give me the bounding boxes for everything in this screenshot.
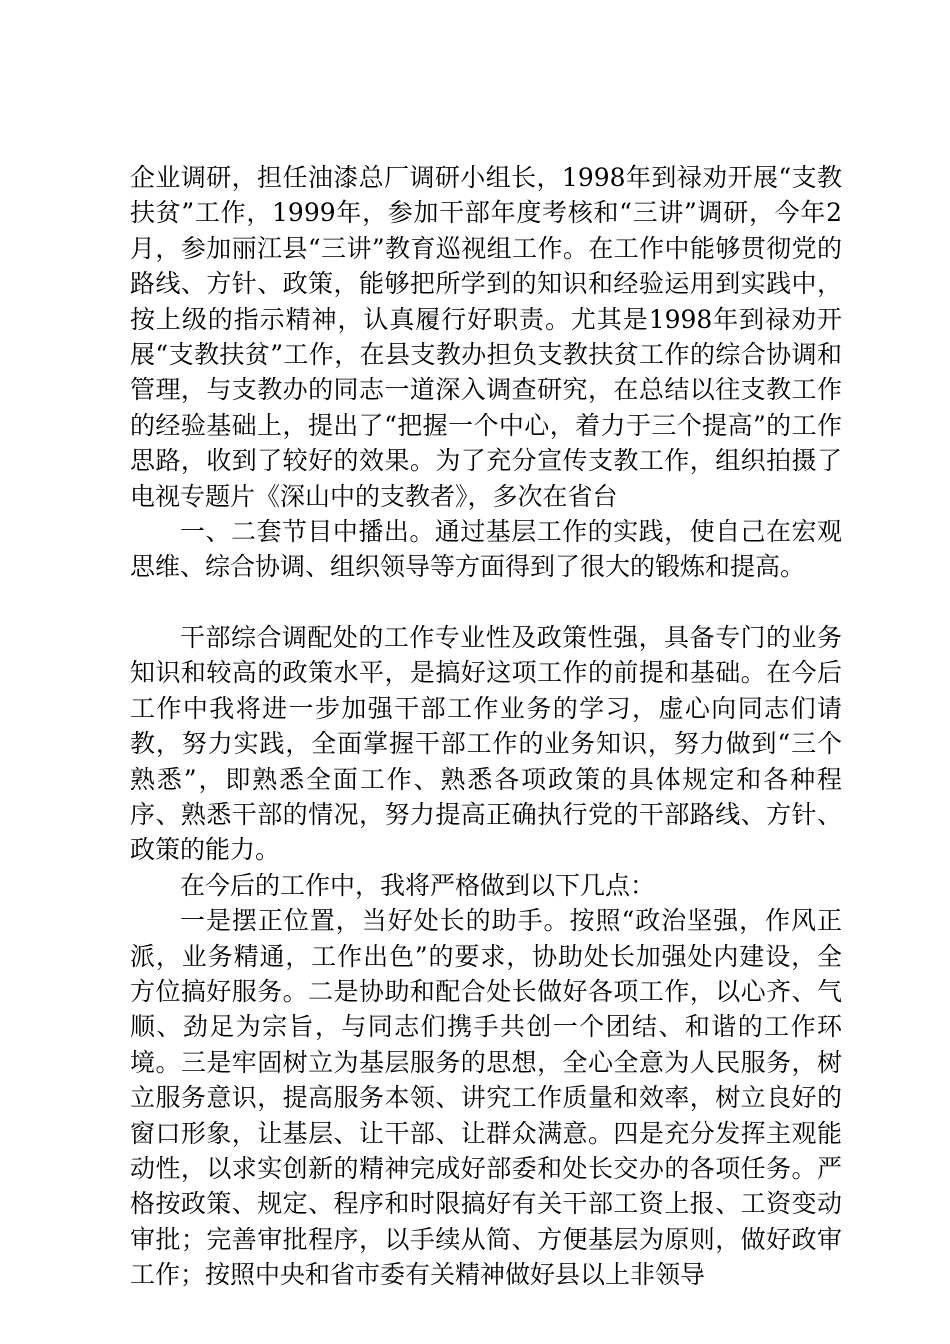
paragraph-future-intro: 在今后的工作中，我将严格做到以下几点： [180, 870, 656, 900]
document-body [130, 160, 842, 1293]
paragraph-gap [130, 585, 842, 620]
paragraph-work-history: 企业调研，担任油漆总厂调研小组长，1998年到禄劝开展“支教扶贫”工作，1999年，参加干部年度考核和“三讲”调研，今年2月，参加丽江县“三讲”教育巡视组工作。在工作中能够贯彻党的路线、方针、政策，能够把所学到的知识和经验运用到实践中，按上级的指示精神，认真履行好职责。尤其是1998年到禄劝开展“支教扶贫”工作，在县支教办担负支教扶贫工作的综合协调和管理，与支教办的同志一道深入调查研究，在总结以往支教工作的经验基础上，提出了“把握一个中心，着力于三个提高”的工作思路，收到了较好的效果。为了充分宣传支教工作，组织拍摄了电视专题片《深山中的支教者》，多次在省台 [130, 163, 842, 511]
paragraph-future-points: 一是摆正位置，当好处长的助手。按照“政治坚强，作风正派，业务精通，工作出色”的要求，协助处长加强处内建设，全方位搞好服务。二是协助和配合处长做好各项工作，以心齐、气顺、劲足为宗旨，与同志们携手共创一个团结、和谐的工作环境。三是牢固树立为基层服务的思想，全心全意为人民服务，树立服务意识，提高服务本领、讲究工作质量和效率，树立良好的窗口形象，让基层、让干部、让群众满意。四是充分发挥主观能动性，以求实创新的精神完成好部委和处长交办的各项任务。严格按政策、规定、程序和时限搞好有关干部工资上报、工资变动审批；完善审批程序，以手续从简、方便基层为原则，做好政审工作；按照中央和省市委有关精神做好县以上非领导 [130, 906, 842, 1290]
paragraph-broadcast: 一、二套节目中播出。通过基层工作的实践，使自己在宏观思维、综合协调、组织领导等方面得到了很大的锻炼和提高。 [130, 517, 842, 582]
paragraph-department-work: 干部综合调配处的工作专业性及政策性强，具备专门的业务知识和较高的政策水平，是搞好这项工作的前提和基础。在今后工作中我将进一步加强干部工作业务的学习，虚心向同志们请教，努力实践，全面掌握干部工作的业务知识，努力做到“三个熟悉”，即熟悉全面工作、熟悉各项政策的具体规定和各种程序、熟悉干部的情况，努力提高正确执行党的干部路线、方针、政策的能力。 [130, 622, 842, 865]
